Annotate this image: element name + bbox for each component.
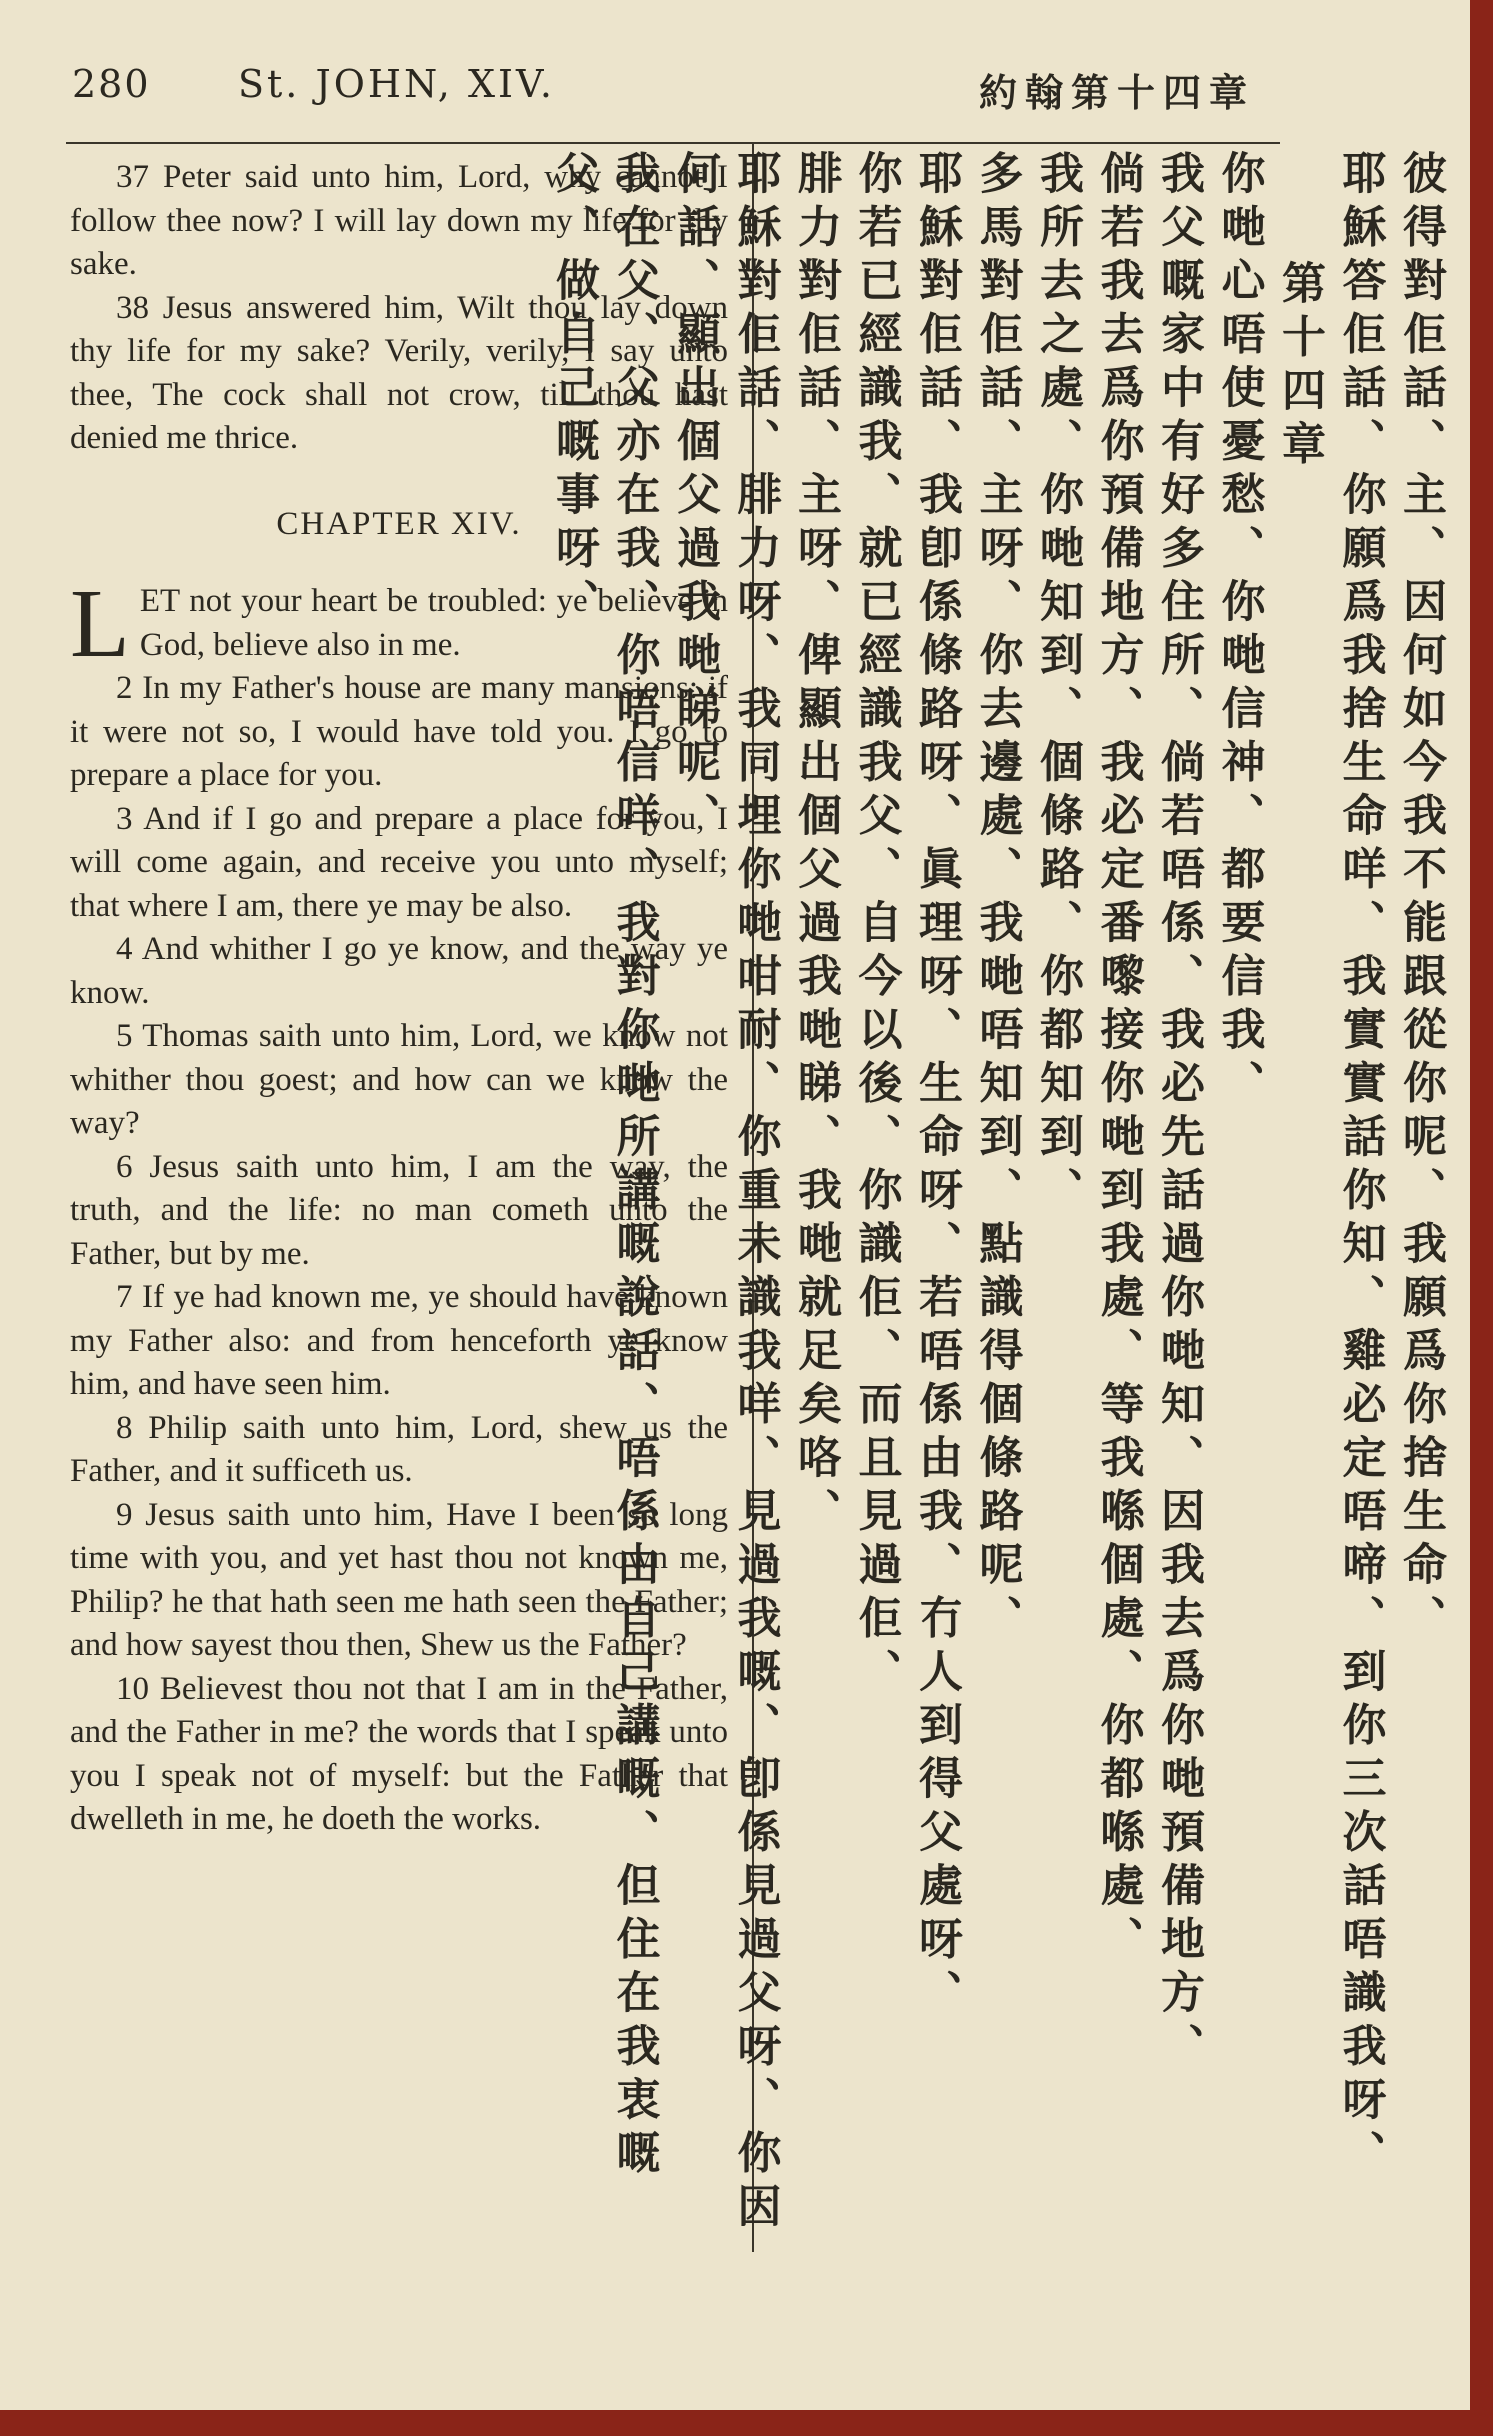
verse-2-en: 2 In my Father's house are many mansions: if it were not so, I would have told you. I go to prepare a place for you. xyxy=(70,670,728,793)
chapter-heading: CHAPTER XIV. xyxy=(276,505,522,542)
verse-3-en: 3 And if I go and prepare a place for you, I will come again, and receive you unto myself; that where I am, there ye may be also. xyxy=(70,800,728,924)
verse-4-zh: 我所去之處、你哋知到、個條路、你都知到、 xyxy=(1032,150,1083,1220)
verse-8-zh: 腓力對佢話、主呀、俾顯出個父過我哋睇、我哋就足矣咯、 xyxy=(790,150,841,1541)
verse-37-zh: 彼得對佢話、主、因何如今我不能跟從你呢、我願爲你捨生命、 xyxy=(1395,150,1446,1648)
verse-5-zh: 多馬對佢話、主呀、你去邊處、我哋唔知到、點識得個條路呢、 xyxy=(971,150,1023,1648)
verse-6-zh: 耶穌對佢話、我卽係條路呀、眞理呀、生命呀、若唔係由我、冇人到得父處呀、 xyxy=(911,150,962,2023)
verse-38-en: 38 Jesus answered him, Wilt thou lay down thy life for my sake? Verily, verily, I say unto thee, The cock shall not crow, till thou hast denied me thrice. xyxy=(70,289,728,456)
verse-7-en: 7 If ye had known me, ye should have known my Father also: and from henceforth ye know him, and have seen him. xyxy=(70,1279,728,1402)
chinese-text xyxy=(543,150,1451,2250)
verse-1-zh: 你哋心唔使憂愁、你哋信神、都要信我、 xyxy=(1213,150,1265,1113)
verse-3-zh: 倘若我去爲你預備地方、我必定番嚟接你哋到我處、等我喺個處、你都喺處、 xyxy=(1092,150,1144,1969)
chinese-chapter-heading: 第十四章 xyxy=(1274,260,1325,474)
verse-8-en: 8 Philip saith unto him, Lord, shew us the Father, and it sufficeth us. xyxy=(70,1409,728,1489)
verse-6-en: 6 Jesus saith unto him, I am the way, the truth, and the life: no man cometh unto the Father, but by me. xyxy=(70,1148,728,1272)
running-title: St. JOHN, XIV. xyxy=(238,62,555,106)
header-rule xyxy=(66,142,1280,144)
verse-10-en: 10 Believest thou not that I am in the Father, and the Father in me? the words that I speak unto you I speak not of myself: but the Father that dwelleth in me, he doeth the works. xyxy=(70,1670,728,1837)
drop-cap: L xyxy=(70,570,130,678)
verse-10-zh: 我在父、父亦在我、你唔信咩、我對你哋所講嘅說話、唔係由自己講嘅、但住在我衷嘅父、做自己嘅事呀、 xyxy=(548,150,660,2183)
verse-1-text: ET not your heart be troubled: ye believe in God, believe also in me. xyxy=(139,583,728,663)
verse-5-en: 5 Thomas saith unto him, Lord, we know not whither thou goest; and how can we know the way? xyxy=(70,1018,728,1141)
verse-9-zh: 耶穌對佢話、腓力呀、我同埋你哋咁耐、你重未識我咩、見過我嘅、卽係見過父呀、你因何話、顯出個父過我哋睇呢、 xyxy=(669,150,781,2237)
verse-2-zh: 我父嘅家中有好多住所、倘若唔係、我必先話過你哋知、因我去爲你哋預備地方、 xyxy=(1153,150,1204,2076)
verse-9-en: 9 Jesus saith unto him, Have I been so long time with you, and yet hast thou not known me, Philip? he that hath seen me hath seen the Father; and how sayest thou then, Shew us the Father? xyxy=(70,1496,728,1663)
verse-38-zh: 耶穌答佢話、你願爲我捨生命咩、我實實話你知、雞必定唔啼、到你三次話唔識我呀、 xyxy=(1334,150,1386,2183)
verse-4-en: 4 And whither I go ye know, and the way ye know. xyxy=(70,931,728,1011)
chinese-column xyxy=(548,150,1470,2250)
verse-37-en: 37 Peter said unto him, Lord, why cannot I follow thee now? I will lay down my life for thy sake. xyxy=(70,159,728,282)
chinese-running-title: 約翰第十四章 xyxy=(978,71,1255,115)
page-number: 280 xyxy=(72,62,151,106)
verse-7-zh: 你若已經識我、就已經識我父、自今以後、你識佢、而且見過佢、 xyxy=(850,150,902,1702)
